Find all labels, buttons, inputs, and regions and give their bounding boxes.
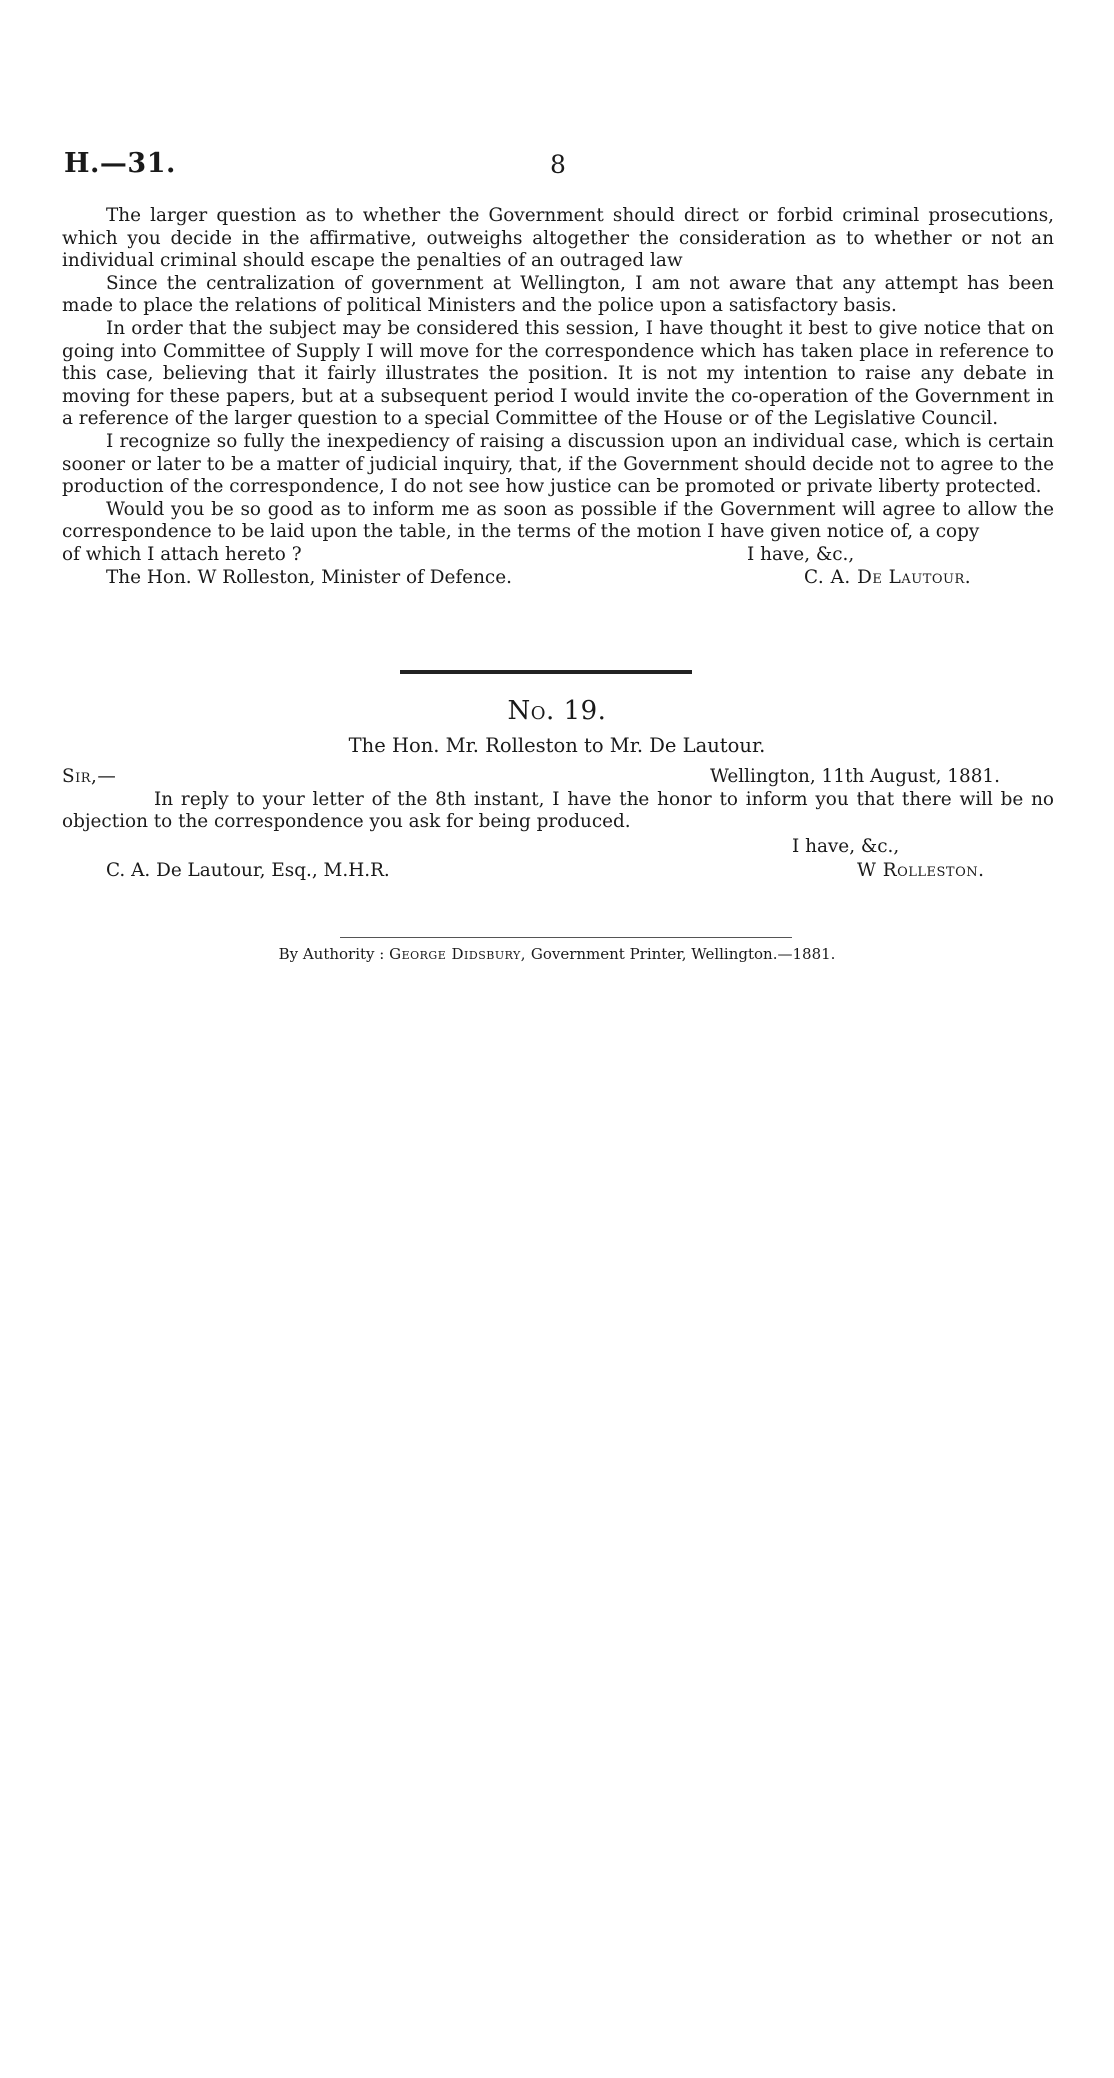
page-header: [60, 148, 1050, 182]
letter-body: [62, 205, 1054, 589]
reply-signature-line: [62, 860, 1054, 884]
reply-paragraph: In reply to your letter of the 8th instant, I have the honor to inform you that there will be no objection to the correspondence you ask for being produced.: [62, 788, 1054, 833]
paragraph-3: In order that the subject may be considered this session, I have thought it best to give notice that on going into Committee of Supply I will move for the correspondence which has taken place in reference to this case, believing that it fairly illustrates the position. It is not my intention to raise any debate in moving for these papers, but at a subsequent period I would invite the co-operation of the Government in a reference of the larger question to a special Committee of the House or of the Legislative Council.: [62, 317, 1054, 430]
reply-closing: I have, &c.,: [792, 835, 900, 857]
paragraph-2: Since the centralization of government at Wellington, I am not aware that any attempt has been made to place the relations of political Ministers and the police upon a satisfactory basis.: [62, 272, 1054, 317]
addressee: The Hon. W Rolleston, Minister of Defence.: [106, 566, 512, 588]
paragraph-4: I recognize so fully the inexpediency of raising a discussion upon an individual case, which is certain sooner or later to be a matter of judicial inquiry, that, if the Government should decide not to agree to the production of the correspondence, I do not see how justice can be promoted or private liberty protected.: [62, 430, 1054, 498]
closing-right: I have, &c.,: [747, 543, 855, 565]
imprint-suffix: Government Printer, Wellington.—1881.: [526, 945, 836, 963]
reply-letter: [62, 766, 1054, 884]
paragraph-1: The larger question as to whether the Government should direct or forbid criminal prosecutions, which you decide in the affirmative, outweighs altogether the consideration as to whether or not an individual criminal should escape the penalties of an outraged law: [62, 205, 1054, 272]
reply-signature: W Rolleston.: [857, 859, 985, 881]
imprint-prefix: By Authority :: [278, 945, 390, 963]
salutation-line: [62, 766, 1054, 789]
paragraph-5: Would you be so good as to inform me as soon as possible if the Government will agree to allow the correspondence to be laid upon the table, in the terms of the motion I have given notice of, a copy: [62, 498, 1054, 543]
letter-subheading: The Hon. Mr. Rolleston to Mr. De Lautour.: [348, 734, 766, 757]
page-number: 8: [550, 150, 566, 179]
letter-number-heading: No. 19.: [507, 696, 607, 726]
section-divider: [400, 670, 692, 674]
imprint-divider: [340, 937, 792, 938]
reply-closing-line: [62, 836, 1054, 860]
document-reference: H.—31.: [64, 148, 176, 179]
closing-left: of which I attach hereto ?: [62, 543, 302, 565]
salutation: Sir,—: [62, 766, 117, 787]
printer-imprint: [0, 945, 1114, 963]
reply-addressee: C. A. De Lautour, Esq., M.H.R.: [106, 859, 390, 881]
signature: C. A. De Lautour.: [804, 566, 972, 588]
place-date: Wellington, 11th August, 1881.: [710, 766, 1000, 787]
imprint-printer: George Didsbury,: [389, 945, 527, 963]
closing-line: [62, 544, 1054, 567]
signature-line: [62, 567, 1054, 590]
